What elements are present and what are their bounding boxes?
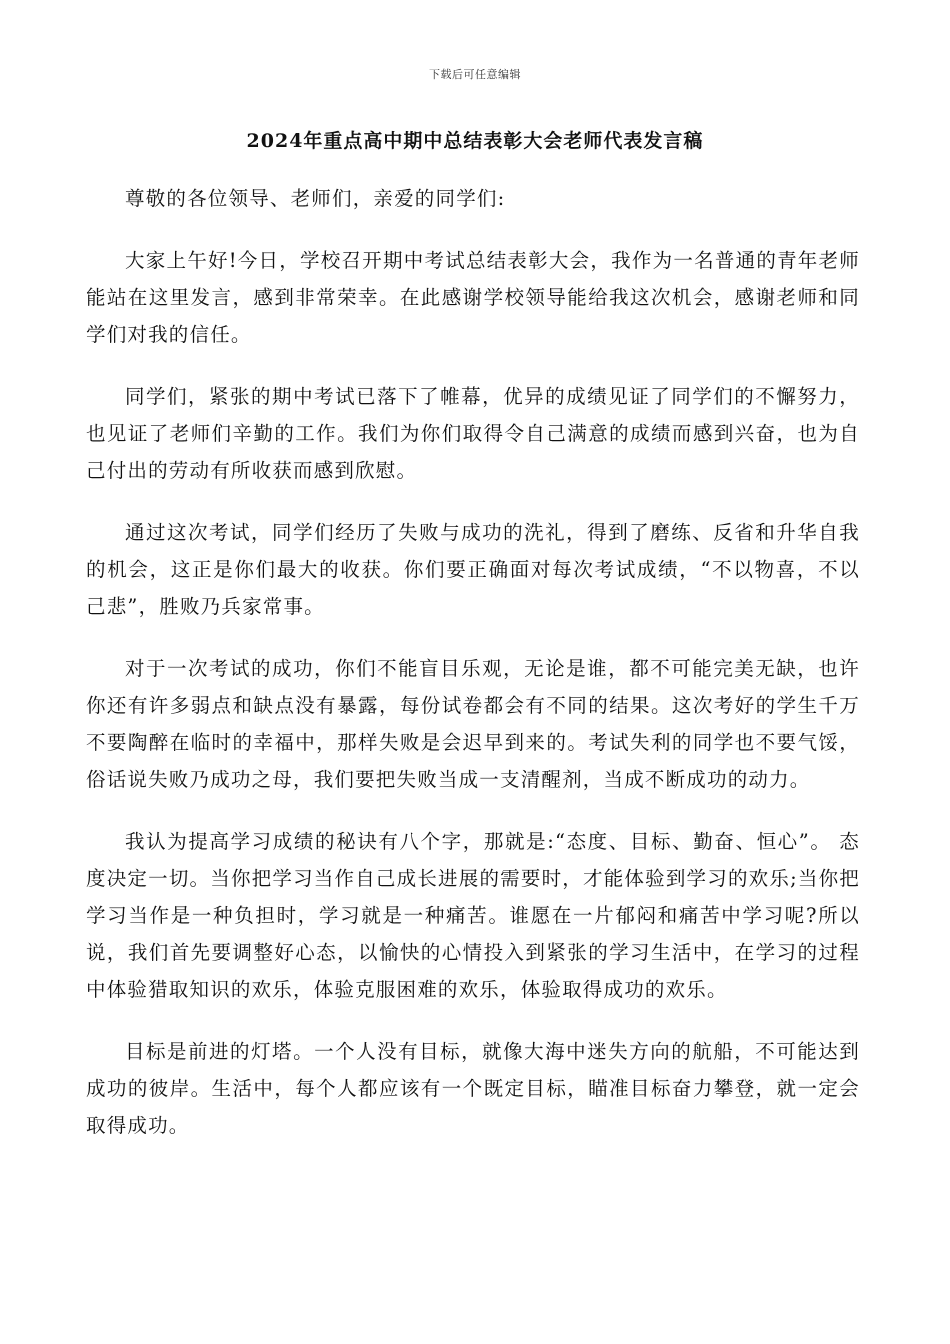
paragraph-1: 大家上午好!今日，学校召开期中考试总结表彰大会，我作为一名普通的青年老师能站在这里发言，感到非常荣幸。在此感谢学校领导能给我这次机会，感谢老师和同学们对我的信任。 [86, 249, 860, 346]
paragraph-6: 目标是前进的灯塔。一个人没有目标，就像大海中迷失方向的航船，不可能达到成功的彼岸。生活中，每个人都应该有一个既定目标，瞄准目标奋力攀登，就一定会取得成功。 [86, 1040, 860, 1137]
paragraph-2: 同学们，紧张的期中考试已落下了帷幕，优异的成绩见证了同学们的不懈努力，也见证了老师们辛勤的工作。我们为你们取得令自己满意的成绩而感到兴奋，也为自己付出的劳动有所收获而感到欣慰。 [86, 385, 860, 482]
document-title: 2024年重点高中期中总结表彰大会老师代表发言稿 [246, 130, 704, 152]
salutation: 尊敬的各位领导、老师们，亲爱的同学们: [125, 187, 506, 210]
document-body [86, 180, 860, 1169]
header-note: 下载后可任意编辑 [429, 68, 521, 81]
paragraph-4: 对于一次考试的成功，你们不能盲目乐观，无论是谁，都不可能完美无缺，也许你还有许多弱点和缺点没有暴露，每份试卷都会有不同的结果。这次考好的学生千万不要陶醉在临时的幸福中，那样失败是会迟早到来的。考试失利的同学也不要气馁，俗话说失败乃成功之母，我们要把失败当成一支清醒剂，当成不断成功的动力。 [86, 657, 860, 791]
paragraph-5: 我认为提高学习成绩的秘诀有八个字，那就是:“态度、目标、勤奋、恒心”。 态度决定一切。当你把学习当作自己成长进展的需要时，才能体验到学习的欢乐;当你把学习当作是一种负担时，学习就是一种痛苦。谁愿在一片郁闷和痛苦中学习呢?所以说，我们首先要调整好心态，以愉快的心情投入到紧张的学习生活中，在学习的过程中体验猎取知识的欢乐，体验克服困难的欢乐，体验取得成功的欢乐。 [86, 830, 860, 1001]
paragraph-3: 通过这次考试，同学们经历了失败与成功的洗礼，得到了磨练、反省和升华自我的机会，这正是你们最大的收获。你们要正确面对每次考试成绩，“不以物喜，不以己悲”，胜败乃兵家常事。 [86, 521, 860, 618]
